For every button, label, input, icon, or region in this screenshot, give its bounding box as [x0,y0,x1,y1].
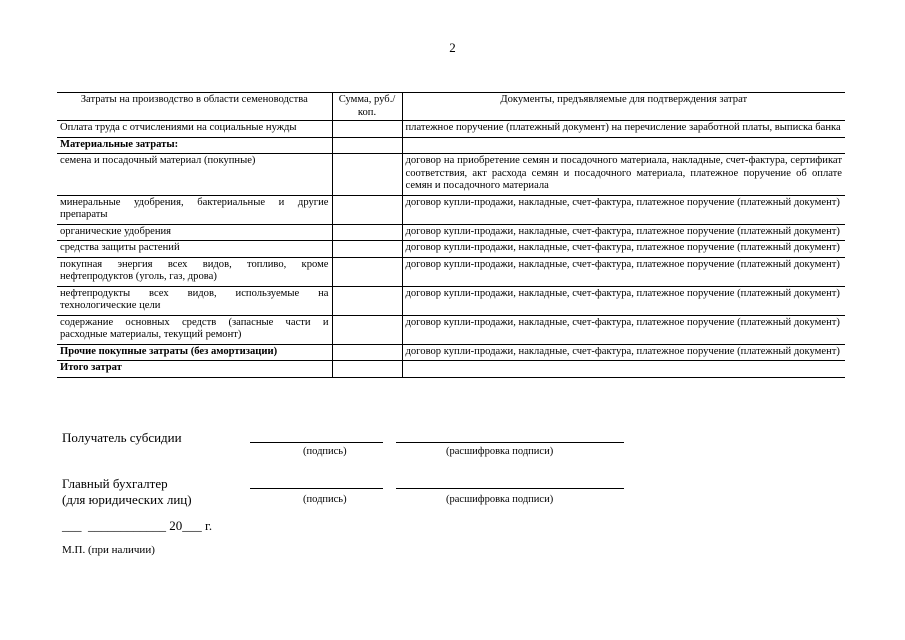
table-row [57,344,845,361]
table-row [57,154,845,196]
cost-item: содержание основных средств (запасные части и расходные материалы, текущий ремонт) [57,315,332,344]
header-documents: Документы, предъявляемые для подтверждения затрат [402,93,845,121]
table-row [57,361,845,378]
cost-documents: договор купли-продажи, накладные, счет-фактура, платежное поручение (платежный документ) [402,224,845,241]
table-row [57,121,845,138]
accountant-signature-hint: (подпись) [303,494,347,505]
cost-sum [332,315,402,344]
cost-documents: договор купли-продажи, накладные, счет-фактура, платежное поручение (платежный документ) [402,344,845,361]
cost-sum [332,344,402,361]
recipient-decode-hint: (расшифровка подписи) [446,446,554,457]
cost-documents: договор купли-продажи, накладные, счет-фактура, платежное поручение (платежный документ) [402,286,845,315]
cost-documents: договор купли-продажи, накладные, счет-фактура, платежное поручение (платежный документ) [402,195,845,224]
cost-documents [402,137,845,154]
accountant-signature-line [250,488,383,489]
date-line: ___ ____________ 20___ г. [62,518,213,533]
table-row [57,137,845,154]
cost-documents: договор купли-продажи, накладные, счет-фактура, платежное поручение (платежный документ) [402,257,845,286]
table-row [57,315,845,344]
accountant-decode-line [396,488,624,489]
cost-sum [332,286,402,315]
header-sum: Сумма, руб./коп. [332,93,402,121]
recipient-label: Получатель субсидии [62,430,182,445]
cost-item: Прочие покупные затраты (без амортизации) [57,344,332,361]
header-costs: Затраты на производство в области семеноводства [57,93,332,121]
cost-sum [332,154,402,196]
recipient-decode-line [396,442,624,443]
cost-sum [332,361,402,378]
table-row [57,257,845,286]
accountant-decode-hint: (расшифровка подписи) [446,494,554,505]
recipient-signature-hint: (подпись) [303,446,347,457]
cost-item: Материальные затраты: [57,137,332,154]
cost-item: Оплата труда с отчислениями на социальные нужды [57,121,332,138]
cost-documents: договор на приобретение семян и посадочного материала, накладные, счет-фактура, сертификат соответствия, акт расхода семян и посадочного материала, платежное поручение об оплате семян и посадочного материала [402,154,845,196]
cost-sum [332,257,402,286]
page-number: 2 [449,40,456,55]
cost-item: средства защиты растений [57,241,332,258]
stamp-note: М.П. (при наличии) [62,544,155,556]
table-row [57,286,845,315]
cost-documents: договор купли-продажи, накладные, счет-фактура, платежное поручение (платежный документ) [402,241,845,258]
table-row [57,195,845,224]
cost-documents: договор купли-продажи, накладные, счет-фактура, платежное поручение (платежный документ) [402,315,845,344]
cost-sum [332,195,402,224]
table-row [57,241,845,258]
cost-sum [332,224,402,241]
costs-table [57,92,845,378]
cost-item: органические удобрения [57,224,332,241]
cost-documents [402,361,845,378]
cost-documents: платежное поручение (платежный документ) на перечисление заработной платы, выписка банка [402,121,845,138]
cost-sum [332,137,402,154]
cost-item: покупная энергия всех видов, топливо, кроме нефтепродуктов (уголь, газ, дрова) [57,257,332,286]
cost-item: семена и посадочный материал (покупные) [57,154,332,196]
accountant-label: Главный бухгалтер [62,476,168,491]
table-row [57,224,845,241]
table-header-row [57,93,845,121]
cost-sum [332,241,402,258]
cost-sum [332,121,402,138]
cost-item: Итого затрат [57,361,332,378]
accountant-sublabel: (для юридических лиц) [62,492,192,507]
recipient-signature-line [250,442,383,443]
cost-item: нефтепродукты всех видов, используемые на технологические цели [57,286,332,315]
cost-item: минеральные удобрения, бактериальные и другие препараты [57,195,332,224]
